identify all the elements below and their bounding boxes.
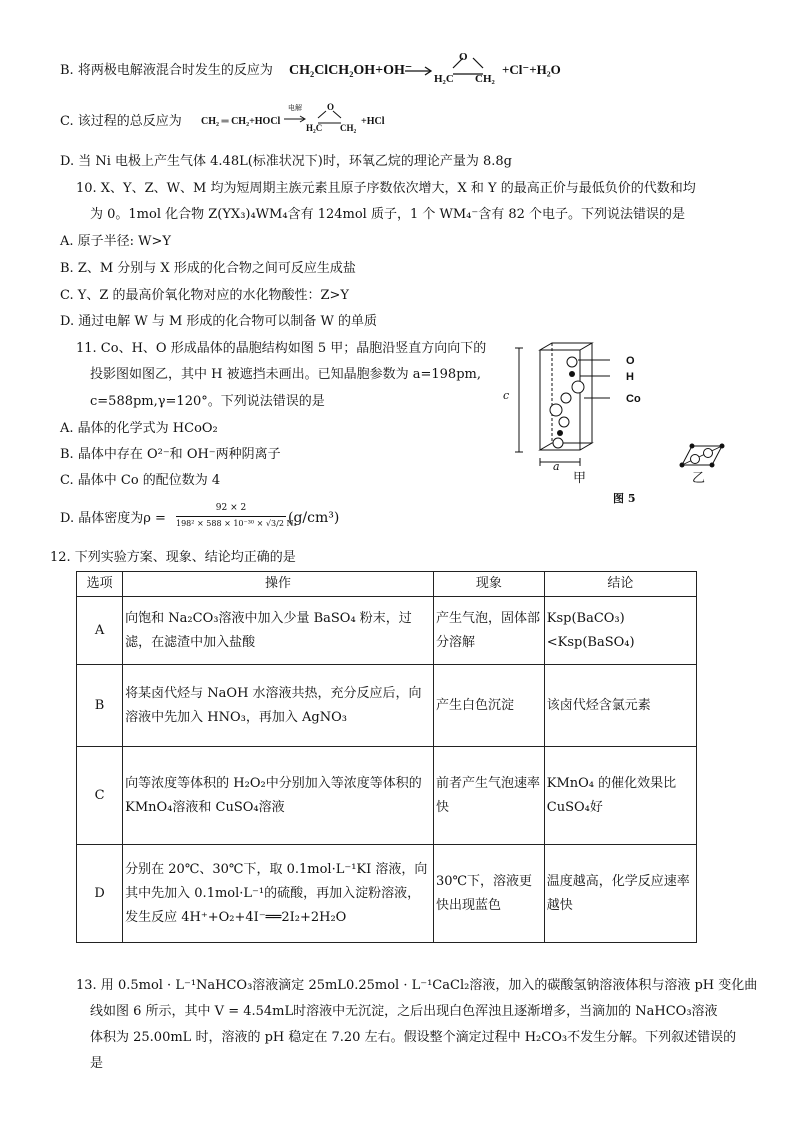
fig-label-a: a (553, 460, 560, 473)
header-phenomenon: 现象 (433, 572, 544, 597)
row-phenomenon: 产生气泡，固体部分溶解 (433, 597, 544, 665)
table-row (77, 597, 697, 665)
q11-fraction-bar (176, 516, 286, 517)
q11-option-b: B. 晶体中存在 O²⁻和 OH⁻两种阴离子 (60, 447, 281, 462)
q9-option-b (60, 62, 273, 80)
row-operation: 向等浓度等体积的 H₂O₂中分别加入等浓度等体积的 KMnO₄溶液和 CuSO₄溶液 (123, 747, 434, 845)
q9-option-c-arrow-label: 电解 (288, 104, 302, 112)
hydrogen-atom (557, 430, 563, 436)
projection-atom (690, 444, 695, 449)
table-header-row (77, 572, 697, 597)
cell-top-face (540, 343, 592, 350)
table-row (77, 665, 697, 747)
q13-line4: 是 (90, 1056, 104, 1071)
row-option: B (77, 665, 123, 747)
q11-stem-line3: c=588pm,γ=120°。下列说法错误的是 (90, 394, 325, 409)
fig-label-yi: 乙 (692, 471, 706, 486)
q13-line1: 13. 用 0.5mol · L⁻¹NaHCO₃溶液滴定 25mL0.25mol · L⁻¹CaCl₂溶液，加入的碳酸氢钠溶液体积与溶液 pH 变化曲 (76, 978, 758, 993)
q11-stem-line1: 11. Co、H、O 形成晶体的晶胞结构如图 5 甲；晶胞沿竖直方向向下的 (76, 341, 487, 356)
epoxide-bond-right (333, 111, 341, 118)
row-option: D (77, 845, 123, 943)
q11-option-d-denominator: 198² × 588 × 10⁻³⁰ × √3/2 Nₐ (176, 519, 297, 528)
q11-option-d-unit: (g/cm³) (288, 510, 340, 526)
q11-option-a: A. 晶体的化学式为 HCoO₂ (60, 421, 218, 436)
q12-table (76, 571, 697, 943)
q9-option-b-equation-left: CH₂ClCH₂OH+OH⁻ (289, 63, 413, 78)
fig-label-jia: 甲 (573, 471, 587, 486)
q11-option-c: C. 晶体中 Co 的配位数为 4 (60, 473, 221, 488)
oxygen-atom (559, 417, 569, 427)
q9-option-c-ring-right: CH₂ (340, 123, 357, 133)
header-operation: 操作 (123, 572, 434, 597)
q9-option-c-equation-right: +HCl (361, 116, 385, 127)
q10-option-b: B. Z、M 分别与 X 形成的化合物之间可反应生成盐 (60, 261, 356, 276)
row-operation: 向饱和 Na₂CO₃溶液中加入少量 BaSO₄ 粉末，过滤，在滤渣中加入盐酸 (123, 597, 434, 665)
q10-option-c: C. Y、Z 的最高价氧化物对应的水化物酸性：Z>Y (60, 288, 350, 303)
q11-figure-yi-projection (670, 440, 730, 470)
oxygen-atom (553, 438, 563, 448)
cobalt-atom (550, 404, 562, 416)
q11-option-d-numerator: 92 × 2 (215, 503, 247, 513)
epoxide-bond-right (473, 58, 483, 68)
q12-stem: 12. 下列实验方案、现象、结论均正确的是 (50, 550, 296, 565)
projection-atom (691, 455, 700, 464)
cobalt-atom (572, 381, 584, 393)
row-operation: 将某卤代烃与 NaOH 水溶液共热，充分反应后，向溶液中先加入 HNO₃，再加入 AgNO₃ (123, 665, 434, 747)
q9-option-c-ring-left: H₂C (306, 123, 323, 133)
row-phenomenon: 产生白色沉淀 (433, 665, 544, 747)
projection-atom (680, 463, 685, 468)
epoxide-bond-left (318, 111, 326, 118)
row-operation: 分别在 20℃、30℃下，取 0.1mol·L⁻¹KI 溶液，向其中先加入 0.1mol·L⁻¹的硫酸，再加入淀粉溶液，发生反应 4H⁺+O₂+4I⁻══2I₂+2H₂O (123, 845, 434, 943)
q10-stem-line2: 为 0。1mol 化合物 Z(YX₃)₄WM₄含有 124mol 质子，1 个 WM₄⁻含有 82 个电子。下列说法错误的是 (90, 207, 686, 222)
table-row (77, 845, 697, 943)
fig-label-h: H (626, 371, 634, 383)
cell-bottom-face (540, 443, 592, 450)
fig-caption: 图 5 (613, 492, 636, 505)
row-option: A (77, 597, 123, 665)
row-conclusion: Ksp(BaCO₃)<Ksp(BaSO₄) (544, 597, 696, 665)
q11-stem-line2: 投影图如图乙，其中 H 被遮挡未画出。已知晶胞参数为 a=198pm, (90, 367, 481, 382)
fig-label-co: Co (626, 393, 641, 405)
q10-stem-line1: 10. X、Y、Z、W、M 均为短周期主族元素且原子序数依次增大，X 和 Y 的最高正价与最低负价的代数和均 (76, 181, 696, 196)
q9-option-c-oxygen: O (327, 102, 335, 112)
projection-atom (710, 463, 715, 468)
q13-line2: 线如图 6 所示，其中 V = 4.54mL时溶液中无沉淀，之后出现白色浑浊且逐渐增多，当滴加的 NaHCO₃溶液 (90, 1004, 718, 1019)
fig-label-c: c (503, 389, 510, 402)
row-conclusion: 该卤代烃含氯元素 (544, 665, 696, 747)
q11-option-d-prefix: D. 晶体密度为ρ = (60, 511, 166, 526)
fig-label-o: O (626, 355, 635, 367)
q9-option-b-equation-right: +Cl⁻+H₂O (502, 62, 561, 77)
q9-option-c-equation-left: CH₂ ═ CH₂+HOCl (201, 116, 281, 127)
q9-option-b-ring-left: H₂C (434, 73, 454, 85)
row-phenomenon: 前者产生气泡速率快 (433, 747, 544, 845)
table-row (77, 747, 697, 845)
q9-option-d: D. 当 Ni 电极上产生气体 4.48L(标准状况下)时，环氧乙烷的理论产量为 8.8g (60, 154, 513, 169)
hydrogen-atom (569, 371, 575, 377)
projection-atom (704, 449, 713, 458)
q10-option-d: D. 通过电解 W 与 M 形成的化合物可以制备 W 的单质 (60, 314, 378, 329)
row-option: C (77, 747, 123, 845)
oxygen-atom (561, 393, 571, 403)
row-conclusion: KMnO₄ 的催化效果比 CuSO₄好 (544, 747, 696, 845)
header-option: 选项 (77, 572, 123, 597)
q9-option-b-text: B. 将两极电解液混合时发生的反应为 (60, 63, 273, 78)
header-conclusion: 结论 (544, 572, 696, 597)
q9-option-b-oxygen: O (459, 51, 468, 63)
row-conclusion: 温度越高，化学反应速率越快 (544, 845, 696, 943)
q13-line3: 体积为 25.00mL 时，溶液的 pH 稳定在 7.20 左右。假设整个滴定过程中 H₂CO₃不发生分解。下列叙述错误的 (90, 1030, 737, 1045)
q9-option-b-ring-right: CH₂ (475, 73, 495, 85)
q10-option-a: A. 原子半径: W>Y (60, 234, 172, 249)
oxygen-atom (567, 357, 577, 367)
q9-option-c-text: C. 该过程的总反应为 (60, 114, 182, 129)
row-phenomenon: 30℃下，溶液更快出现蓝色 (433, 845, 544, 943)
projection-atom (720, 444, 725, 449)
